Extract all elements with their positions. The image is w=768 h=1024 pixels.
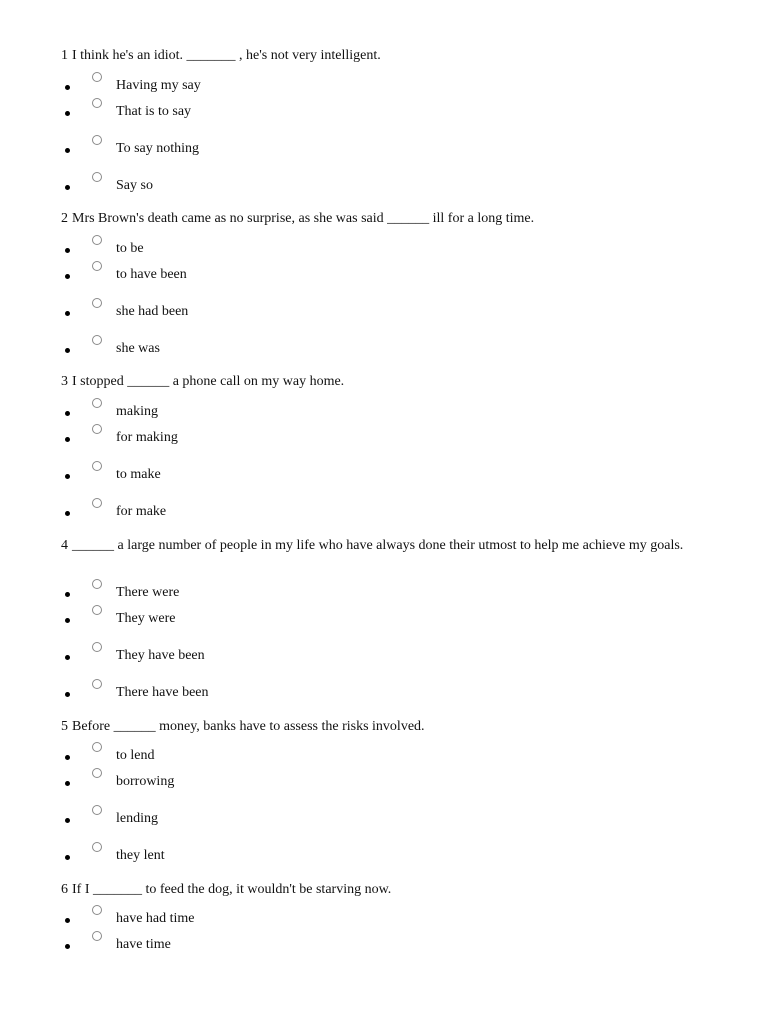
question-1 <box>45 47 705 65</box>
answer-option[interactable] <box>65 847 465 867</box>
radio-button[interactable] <box>92 461 102 471</box>
question-number: 6 <box>61 882 68 897</box>
bullet-icon <box>65 185 70 190</box>
bullet-icon <box>65 348 70 353</box>
answer-option[interactable] <box>65 403 465 423</box>
bullet-icon <box>65 437 70 442</box>
answer-option[interactable] <box>65 77 465 97</box>
option-label: Having my say <box>116 78 201 93</box>
bullet-icon <box>65 474 70 479</box>
option-label: for make <box>116 504 167 519</box>
radio-button[interactable] <box>92 72 102 82</box>
bullet-icon <box>65 855 70 860</box>
option-label: lending <box>116 811 158 826</box>
option-label: she was <box>116 341 160 356</box>
radio-button[interactable] <box>92 742 102 752</box>
question-text <box>45 373 705 391</box>
answer-option[interactable] <box>65 810 465 830</box>
option-label: borrowing <box>116 774 175 789</box>
question-6 <box>45 881 705 899</box>
question-number: 4 <box>61 538 68 553</box>
bullet-icon <box>65 918 70 923</box>
radio-button[interactable] <box>92 768 102 778</box>
bullet-icon <box>65 655 70 660</box>
question-text <box>45 718 705 736</box>
question-prompt: Before ______ money, banks have to assess the risks involved. <box>72 719 425 734</box>
bullet-icon <box>65 692 70 697</box>
radio-button[interactable] <box>92 298 102 308</box>
option-label: have had time <box>116 911 195 926</box>
question-number: 1 <box>61 48 68 63</box>
answer-option[interactable] <box>65 684 465 704</box>
option-label: making <box>116 404 158 419</box>
option-label: to lend <box>116 748 155 763</box>
radio-button[interactable] <box>92 235 102 245</box>
bullet-icon <box>65 618 70 623</box>
radio-button[interactable] <box>92 642 102 652</box>
bullet-icon <box>65 781 70 786</box>
bullet-icon <box>65 311 70 316</box>
radio-button[interactable] <box>92 398 102 408</box>
answer-option[interactable] <box>65 103 465 123</box>
bullet-icon <box>65 592 70 597</box>
bullet-icon <box>65 755 70 760</box>
option-label: They were <box>116 611 176 626</box>
answer-option[interactable] <box>65 910 465 930</box>
bullet-icon <box>65 274 70 279</box>
answer-option[interactable] <box>65 240 465 260</box>
question-4 <box>45 537 705 555</box>
answer-option[interactable] <box>65 140 465 160</box>
question-text <box>45 881 705 899</box>
answer-option[interactable] <box>65 747 465 767</box>
question-prompt: I think he's an idiot. _______ , he's not very intelligent. <box>72 48 381 63</box>
option-label: There have been <box>116 685 209 700</box>
option-label: Say so <box>116 178 153 193</box>
bullet-icon <box>65 818 70 823</box>
radio-button[interactable] <box>92 335 102 345</box>
answer-option[interactable] <box>65 177 465 197</box>
radio-button[interactable] <box>92 842 102 852</box>
answer-option[interactable] <box>65 610 465 630</box>
question-prompt: ______ a large number of people in my life who have always done their utmost to help me achieve my goals. <box>72 538 684 553</box>
answer-option[interactable] <box>65 584 465 604</box>
radio-button[interactable] <box>92 172 102 182</box>
option-label: have time <box>116 937 171 952</box>
option-label: That is to say <box>116 104 192 119</box>
bullet-icon <box>65 248 70 253</box>
option-label: to make <box>116 467 161 482</box>
bullet-icon <box>65 85 70 90</box>
radio-button[interactable] <box>92 98 102 108</box>
question-number: 3 <box>61 374 68 389</box>
question-prompt: I stopped ______ a phone call on my way home. <box>72 374 345 389</box>
question-3 <box>45 373 705 391</box>
question-number: 2 <box>61 211 68 226</box>
radio-button[interactable] <box>92 605 102 615</box>
answer-option[interactable] <box>65 429 465 449</box>
radio-button[interactable] <box>92 579 102 589</box>
answer-option[interactable] <box>65 647 465 667</box>
answer-option[interactable] <box>65 303 465 323</box>
radio-button[interactable] <box>92 805 102 815</box>
radio-button[interactable] <box>92 679 102 689</box>
question-text <box>45 47 705 65</box>
question-prompt: Mrs Brown's death came as no surprise, as she was said ______ ill for a long time. <box>72 211 535 226</box>
bullet-icon <box>65 511 70 516</box>
option-label: They have been <box>116 648 205 663</box>
radio-button[interactable] <box>92 905 102 915</box>
answer-option[interactable] <box>65 503 465 523</box>
option-label: she had been <box>116 304 189 319</box>
radio-button[interactable] <box>92 135 102 145</box>
bullet-icon <box>65 944 70 949</box>
answer-option[interactable] <box>65 936 465 956</box>
answer-option[interactable] <box>65 266 465 286</box>
option-label: There were <box>116 585 180 600</box>
radio-button[interactable] <box>92 931 102 941</box>
option-label: they lent <box>116 848 165 863</box>
option-label: To say nothing <box>116 141 200 156</box>
question-text <box>45 537 705 555</box>
option-label: to be <box>116 241 144 256</box>
bullet-icon <box>65 148 70 153</box>
answer-option[interactable] <box>65 773 465 793</box>
bullet-icon <box>65 411 70 416</box>
question-prompt: If I _______ to feed the dog, it wouldn't be starving now. <box>72 882 392 897</box>
question-text <box>45 210 705 228</box>
question-5 <box>45 718 705 736</box>
radio-button[interactable] <box>92 498 102 508</box>
answer-option[interactable] <box>65 466 465 486</box>
option-label: for making <box>116 430 178 445</box>
radio-button[interactable] <box>92 261 102 271</box>
radio-button[interactable] <box>92 424 102 434</box>
answer-option[interactable] <box>65 340 465 360</box>
bullet-icon <box>65 111 70 116</box>
question-2 <box>45 210 705 228</box>
option-label: to have been <box>116 267 187 282</box>
question-number: 5 <box>61 719 68 734</box>
